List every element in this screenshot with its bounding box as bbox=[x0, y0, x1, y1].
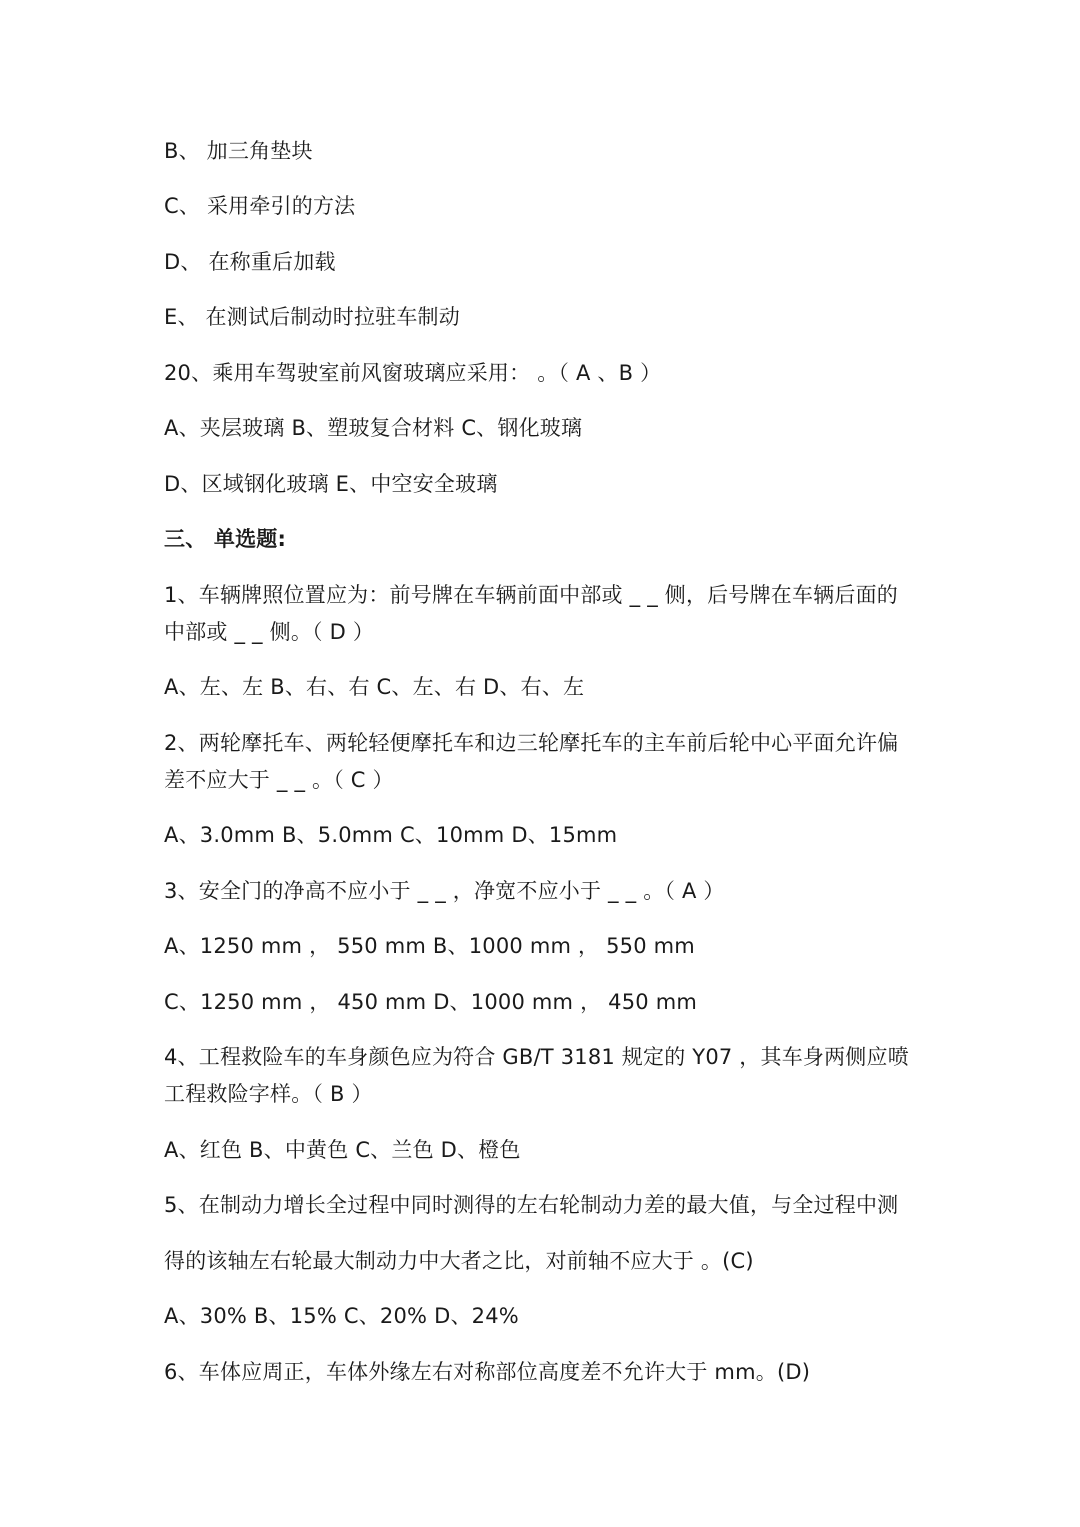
section-heading-single-choice: 三、 单选题: bbox=[164, 527, 287, 551]
option-c-traction: C、 采用牵引的方法 bbox=[164, 194, 356, 218]
question-2-line-1: 2、两轮摩托车、两轮轻便摩托车和边三轮摩托车的主车前后轮中心平面允许偏 bbox=[164, 731, 899, 755]
question-1-line-2: 中部或 _ _ 侧。（ D ） bbox=[164, 620, 375, 644]
question-5-options: A、30% B、15% C、20% D、24% bbox=[164, 1304, 519, 1328]
question-20-options-a: A、夹层玻璃 B、塑玻复合材料 C、钢化玻璃 bbox=[164, 416, 583, 440]
question-4-options: A、红色 B、中黄色 C、兰色 D、橙色 bbox=[164, 1138, 521, 1162]
question-5-line-2: 得的该轴左右轮最大制动力中大者之比，对前轴不应大于 。(C) bbox=[164, 1249, 754, 1273]
question-2-options: A、3.0mm B、5.0mm C、10mm D、15mm bbox=[164, 823, 618, 847]
question-20-options-b: D、区域钢化玻璃 E、中空安全玻璃 bbox=[164, 472, 498, 496]
question-4-line-1: 4、工程救险车的车身颜色应为符合 GB/T 3181 规定的 Y07 ，其车身两侧应喷 bbox=[164, 1045, 909, 1069]
option-b-triangle-block: B、 加三角垫块 bbox=[164, 139, 313, 163]
question-6: 6、车体应周正，车体外缘左右对称部位高度差不允许大于 mm。(D) bbox=[164, 1360, 811, 1384]
question-3-options-a-b: A、1250 mm ， 550 mm B、1000 mm ， 550 mm bbox=[164, 934, 695, 958]
question-20: 20、乘用车驾驶室前风窗玻璃应采用： 。（ A 、B ） bbox=[164, 361, 662, 385]
question-5-line-1: 5、在制动力增长全过程中同时测得的左右轮制动力差的最大值，与全过程中测 bbox=[164, 1193, 899, 1217]
option-e-parking-brake: E、 在测试后制动时拉驻车制动 bbox=[164, 305, 460, 329]
question-1-line-1: 1、车辆牌照位置应为：前号牌在车辆前面中部或 _ _ 侧，后号牌在车辆后面的 bbox=[164, 583, 898, 607]
question-4-line-2: 工程救险字样。（ B ） bbox=[164, 1082, 373, 1106]
question-1-options: A、左、左 B、右、右 C、左、右 D、右、左 bbox=[164, 675, 585, 699]
question-3: 3、安全门的净高不应小于 _ _ ，净宽不应小于 _ _ 。（ A ） bbox=[164, 879, 725, 903]
question-2-line-2: 差不应大于 _ _ 。（ C ） bbox=[164, 768, 394, 792]
question-3-options-c-d: C、1250 mm ， 450 mm D、1000 mm ， 450 mm bbox=[164, 990, 698, 1014]
option-d-load-after-weigh: D、 在称重后加载 bbox=[164, 250, 336, 274]
